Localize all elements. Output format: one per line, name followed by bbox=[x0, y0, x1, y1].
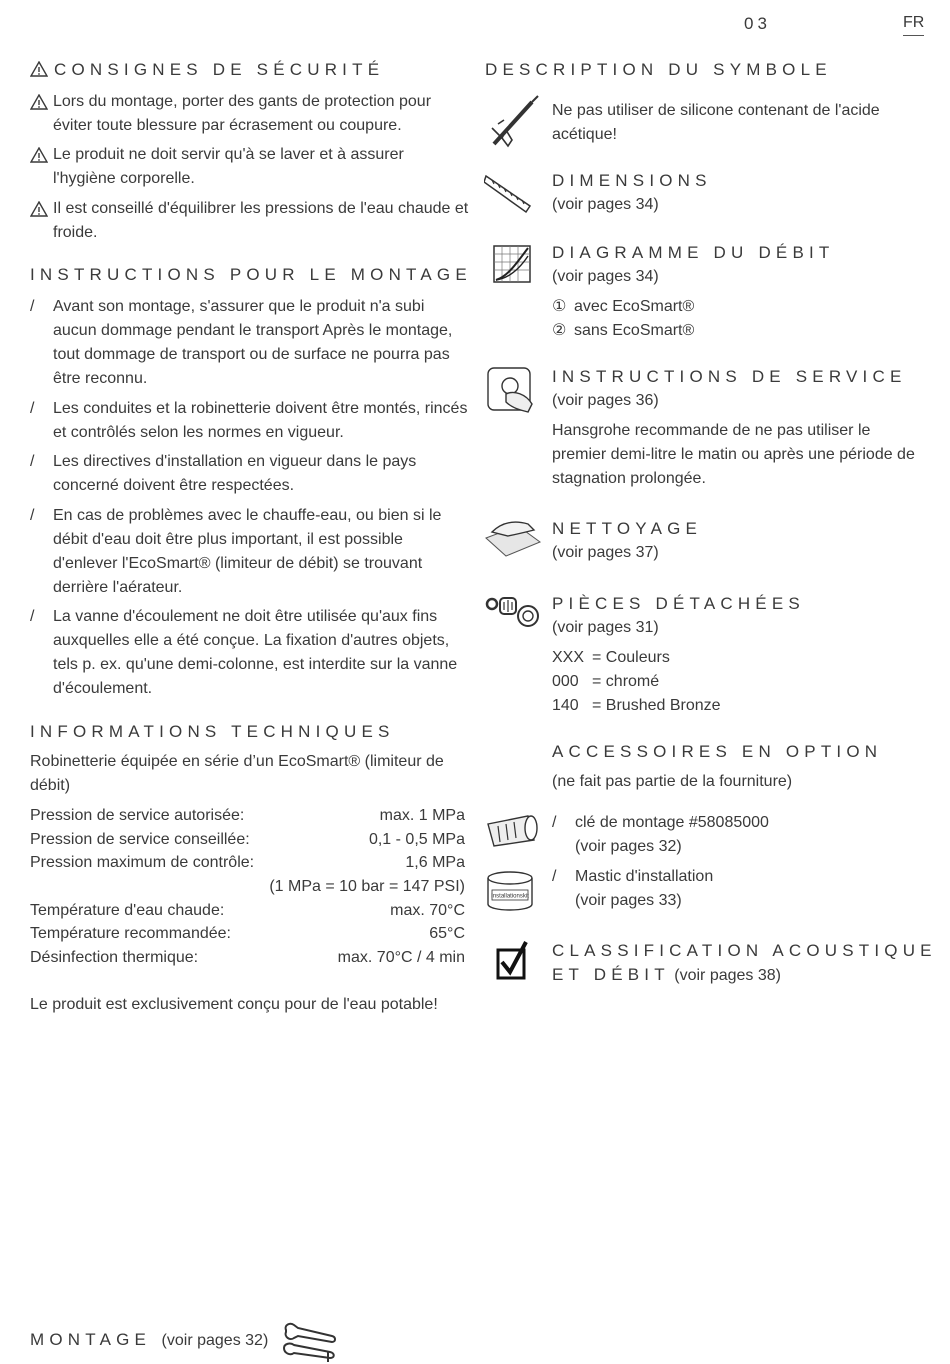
safety-item-text: Lors du montage, porter des gants de protection pour éviter toute blessure par écrasement ou coupure. bbox=[53, 93, 432, 134]
page-number: 03 bbox=[744, 14, 771, 33]
spec-label: Température recommandée: bbox=[30, 925, 231, 942]
color-code-row bbox=[552, 670, 659, 694]
safety-item bbox=[30, 143, 470, 191]
spec-value: max. 1 MPa bbox=[379, 807, 465, 824]
safety-heading bbox=[30, 58, 384, 82]
spec-value: 65°C bbox=[429, 925, 465, 942]
accessory-item bbox=[552, 865, 922, 913]
accessories-title: ACCESSOIRES EN OPTION bbox=[552, 742, 883, 761]
bullet-slash: / bbox=[30, 608, 35, 625]
assembly-item bbox=[30, 504, 470, 600]
service-ref: (voir pages 36) bbox=[552, 392, 659, 409]
color-code: 140 bbox=[552, 697, 579, 714]
option-text: avec EcoSmart® bbox=[574, 298, 695, 315]
spec-value: (1 MPa = 10 bar = 147 PSI) bbox=[269, 878, 465, 895]
service-text: Hansgrohe recommande de ne pas utiliser le premier demi-litre le matin ou après une période de stagnation prolongée. bbox=[552, 422, 915, 487]
technical-intro: Robinetterie équipée en série d’un EcoSmart® (limiteur de débit) bbox=[30, 753, 444, 794]
spec-row bbox=[30, 899, 465, 923]
flow-ref: (voir pages 34) bbox=[552, 268, 659, 285]
dimensions-title: DIMENSIONS bbox=[552, 171, 712, 190]
montage-title: MONTAGE bbox=[30, 1330, 152, 1349]
spec-row bbox=[30, 922, 465, 946]
color-code: XXX bbox=[552, 649, 585, 666]
accessory-line2: (voir pages 33) bbox=[575, 892, 682, 909]
accessories-note: (ne fait pas partie de la fourniture) bbox=[552, 773, 793, 790]
spec-row bbox=[30, 946, 465, 970]
warning-icon bbox=[30, 94, 48, 110]
spec-value: max. 70°C / 4 min bbox=[337, 949, 465, 966]
accessory-item bbox=[552, 811, 922, 859]
can-label: Installationskit bbox=[491, 893, 529, 900]
color-code-row bbox=[552, 646, 670, 670]
service-hand-icon bbox=[484, 364, 544, 424]
assembly-item bbox=[30, 605, 470, 701]
assembly-item-text: Les conduites et la robinetterie doivent être montés, rincés et contrôlés selon les normes en vigueur. bbox=[53, 400, 468, 441]
putty-can-icon bbox=[484, 866, 544, 926]
assembly-item bbox=[30, 295, 470, 391]
assembly-title: INSTRUCTIONS POUR LE MONTAGE bbox=[30, 265, 472, 284]
spec-label: Pression de service conseillée: bbox=[30, 831, 250, 848]
warning-icon bbox=[30, 147, 48, 163]
assembly-key-icon bbox=[484, 810, 544, 870]
wrench-icon bbox=[282, 1322, 340, 1362]
flow-option bbox=[552, 295, 922, 319]
spec-label: Désinfection thermique: bbox=[30, 949, 199, 966]
cleaning-title: NETTOYAGE bbox=[552, 519, 703, 538]
cleaning-ref: (voir pages 37) bbox=[552, 544, 659, 561]
spec-value: max. 70°C bbox=[390, 902, 465, 919]
flow-option bbox=[552, 319, 922, 343]
service-title: INSTRUCTIONS DE SERVICE bbox=[552, 367, 907, 386]
acoustic-ref: (voir pages 38) bbox=[674, 967, 781, 984]
checkbox-icon bbox=[484, 940, 544, 1000]
option-number: ① bbox=[552, 298, 567, 315]
color-code-row bbox=[552, 694, 721, 718]
option-text: sans EcoSmart® bbox=[574, 322, 695, 339]
bullet-slash: / bbox=[552, 814, 557, 831]
acoustic-title-line1: CLASSIFICATION ACOUSTIQUE bbox=[552, 941, 937, 960]
accessory-line1: Mastic d'installation bbox=[575, 868, 714, 885]
spec-label: Pression de service autorisée: bbox=[30, 807, 245, 824]
silicone-warning: Ne pas utiliser de silicone contenant de l'acide acétique! bbox=[552, 102, 880, 143]
flow-title: DIAGRAMME DU DÉBIT bbox=[552, 243, 835, 262]
spec-row bbox=[30, 851, 465, 875]
safety-item bbox=[30, 90, 470, 138]
assembly-item bbox=[30, 397, 470, 445]
acoustic-title-line2: ET DÉBIT bbox=[552, 965, 670, 984]
bullet-slash: / bbox=[30, 298, 35, 315]
bullet-slash: / bbox=[30, 453, 35, 470]
silicone-gun-icon bbox=[484, 94, 544, 154]
technical-title: INFORMATIONS TECHNIQUES bbox=[30, 722, 395, 741]
spec-value: 0,1 - 0,5 MPa bbox=[368, 831, 465, 848]
language-tag: FR bbox=[903, 12, 924, 36]
assembly-item bbox=[30, 450, 470, 498]
dimensions-ref: (voir pages 34) bbox=[552, 196, 659, 213]
warning-icon bbox=[30, 61, 48, 77]
spec-row bbox=[30, 875, 465, 899]
assembly-item-text: Les directives d'installation en vigueur dans le pays concerné doivent être respectées. bbox=[53, 453, 417, 494]
symbols-title: DESCRIPTION DU SYMBOLE bbox=[485, 60, 832, 79]
spec-row bbox=[30, 828, 465, 852]
spec-label: Pression maximum de contrôle: bbox=[30, 854, 255, 871]
potable-water-note: Le produit est exclusivement conçu pour de l'eau potable! bbox=[30, 996, 438, 1013]
flow-diagram-icon bbox=[484, 240, 544, 300]
assembly-item-text: En cas de problèmes avec le chauffe-eau, ou bien si le débit d'eau doit être plus important, il est possible d'enlever l'EcoSmart® (limiteur de débit) se trouvant derrière l'aérateur. bbox=[53, 507, 442, 596]
parts-ref: (voir pages 31) bbox=[552, 619, 659, 636]
spare-parts-icon bbox=[484, 590, 544, 650]
montage-ref: (voir pages 32) bbox=[161, 1332, 269, 1349]
spec-value: 1,6 MPa bbox=[405, 854, 465, 871]
color-desc: = chromé bbox=[592, 673, 660, 690]
color-desc: = Couleurs bbox=[592, 649, 670, 666]
safety-item bbox=[30, 197, 470, 245]
safety-title: CONSIGNES DE SÉCURITÉ bbox=[54, 60, 385, 79]
safety-item-text: Il est conseillé d'équilibrer les pressions de l'eau chaude et froide. bbox=[53, 200, 469, 241]
assembly-item-text: Avant son montage, s'assurer que le produit n'a subi aucun dommage pendant le transport Après le montage, tout dommage de transport ou de surface ne pourra pas être reconnu. bbox=[53, 298, 453, 387]
parts-title: PIÈCES DÉTACHÉES bbox=[552, 594, 805, 613]
bullet-slash: / bbox=[30, 400, 35, 417]
montage-section bbox=[30, 1328, 268, 1353]
acoustic-line2 bbox=[552, 963, 781, 988]
color-desc: = Brushed Bronze bbox=[592, 697, 721, 714]
safety-item-text: Le produit ne doit servir qu'à se laver et à assurer l'hygiène corporelle. bbox=[53, 146, 404, 187]
accessory-line2: (voir pages 32) bbox=[575, 838, 682, 855]
option-number: ② bbox=[552, 322, 567, 339]
accessory-line1: clé de montage #58085000 bbox=[575, 814, 769, 831]
spec-row bbox=[30, 804, 465, 828]
ruler-icon bbox=[484, 166, 544, 226]
cleaning-cloth-icon bbox=[484, 512, 544, 572]
bullet-slash: / bbox=[30, 507, 35, 524]
bullet-slash: / bbox=[552, 868, 557, 885]
assembly-item-text: La vanne d'écoulement ne doit être utilisée qu'aux fins auxquelles elle a été conçue. La fixation d'autres objets, tels p. ex. qu'une demi-colonne, est interdite sur la vanne d'écoulement. bbox=[53, 608, 458, 697]
warning-icon bbox=[30, 201, 48, 217]
color-code: 000 bbox=[552, 673, 579, 690]
spec-label: Température d'eau chaude: bbox=[30, 902, 225, 919]
